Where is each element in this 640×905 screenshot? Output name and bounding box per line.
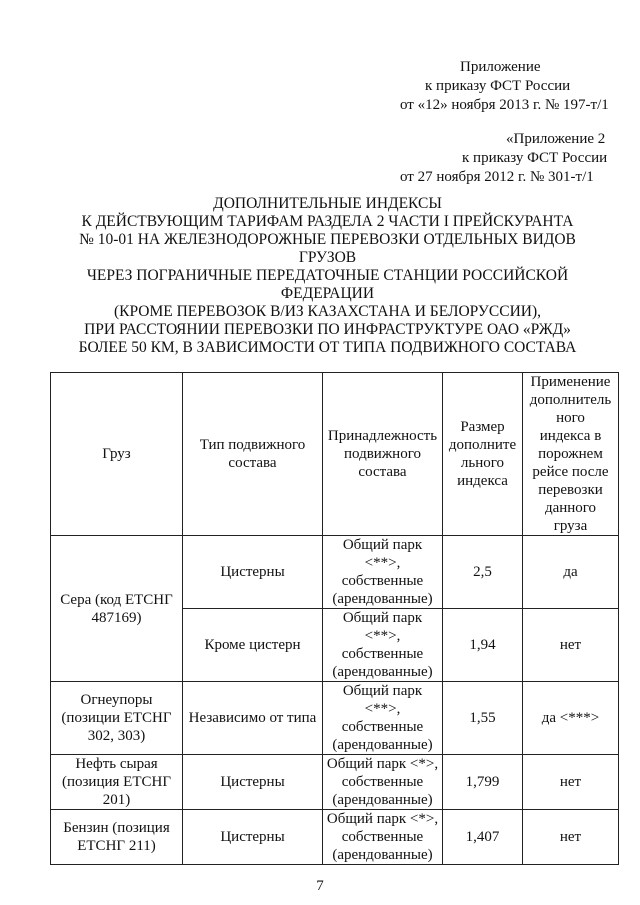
- header-line: данного: [544, 500, 597, 516]
- cell-index: 1,55: [443, 682, 523, 755]
- cell-line: Цистерны: [220, 774, 285, 790]
- header-line: дополните: [448, 437, 517, 453]
- appendix2-header: [400, 130, 620, 187]
- cell-owner: [323, 609, 443, 682]
- header-cell-rolling-stock-type: [183, 373, 323, 536]
- header-line: груза: [553, 518, 588, 534]
- cell-line: Общий парк <*>,: [326, 756, 439, 772]
- table-row: [51, 682, 619, 755]
- cell-cargo: [51, 682, 183, 755]
- table-row: [51, 810, 619, 865]
- cell-type: [183, 810, 323, 865]
- appendix-header: [400, 58, 620, 115]
- cell-line: Общий парк: [342, 537, 423, 553]
- cell-line: Общий парк: [342, 683, 423, 699]
- cell-index: 1,94: [443, 609, 523, 682]
- cell-line: Общий парк <*>,: [326, 811, 439, 827]
- cell-line: собственные: [341, 573, 424, 589]
- cell-line: Огнеупоры: [80, 692, 153, 708]
- cell-line: <**>,: [364, 555, 401, 571]
- header-cell-cargo: [51, 373, 183, 536]
- cell-line: (арендованные): [332, 792, 433, 808]
- document-title: [60, 195, 595, 357]
- cell-empty-run: нет: [523, 755, 619, 810]
- cell-empty-run: нет: [523, 810, 619, 865]
- cell-line: собственные: [341, 774, 424, 790]
- cell-empty-run: да <***>: [523, 682, 619, 755]
- cell-line: Цистерны: [220, 829, 285, 845]
- appendix2-line: «Приложение 2: [506, 131, 606, 147]
- title-line: (КРОМЕ ПЕРЕВОЗОК В/ИЗ КАЗАХСТАНА И БЕЛОРУССИИ),: [113, 303, 541, 320]
- cell-line: (арендованные): [332, 664, 433, 680]
- cell-line: <**>,: [364, 628, 401, 644]
- cell-line: Бензин (позиция: [63, 820, 170, 836]
- cell-line: Общий парк: [342, 610, 423, 626]
- cell-line: 201): [102, 792, 131, 808]
- cell-type: [183, 682, 323, 755]
- cell-type: [183, 536, 323, 609]
- header-line: рейсе после: [532, 464, 609, 480]
- cell-line: собственные: [341, 719, 424, 735]
- table-row: [51, 536, 619, 609]
- header-line: Применение: [530, 374, 611, 390]
- cell-line: 302, 303): [87, 728, 146, 744]
- title-line: ПРИ РАССТОЯНИИ ПЕРЕВОЗКИ ПО ИНФРАСТРУКТУРЕ ОАО «РЖД»: [84, 321, 571, 338]
- title-line: ДОПОЛНИТЕЛЬНЫЕ ИНДЕКСЫ: [213, 195, 442, 212]
- cell-empty-run: да: [523, 536, 619, 609]
- appendix-line: Приложение: [460, 59, 541, 75]
- table-header-row: [51, 373, 619, 536]
- cell-line: Цистерны: [220, 564, 285, 580]
- cell-owner: [323, 810, 443, 865]
- title-line: № 10-01 НА ЖЕЛЕЗНОДОРОЖНЫЕ ПЕРЕВОЗКИ ОТДЕЛЬНЫХ ВИДОВ: [79, 231, 576, 248]
- header-cell-index-size: [443, 373, 523, 536]
- cell-type: [183, 609, 323, 682]
- header-line: Принадлежность: [327, 428, 438, 444]
- header-cell-empty-run-application: [523, 373, 619, 536]
- cell-line: 487169): [91, 609, 142, 626]
- cell-line: Сера (код ЕТСНГ: [60, 591, 173, 608]
- header-line: состава: [358, 464, 407, 480]
- cell-line: собственные: [341, 646, 424, 662]
- table-row: [51, 755, 619, 810]
- cell-cargo: [51, 755, 183, 810]
- cell-empty-run: нет: [523, 609, 619, 682]
- header-line: Груз: [102, 446, 131, 462]
- header-line: состава: [228, 455, 277, 471]
- cell-line: Нефть сырая: [75, 756, 158, 772]
- cell-index: 2,5: [443, 536, 523, 609]
- appendix2-line: от 27 ноября 2012 г. № 301-т/1: [400, 169, 594, 185]
- cell-line: (позиции ЕТСНГ: [61, 710, 172, 726]
- cell-line: ЕТСНГ 211): [77, 838, 156, 854]
- header-line: ного: [556, 410, 585, 426]
- cell-line: <**>,: [364, 701, 401, 717]
- appendix-line: от «12» ноября 2013 г. № 197-т/1: [400, 97, 609, 113]
- cell-cargo: [51, 810, 183, 865]
- header-line: перевозки: [538, 482, 603, 498]
- header-line: дополнитель: [529, 392, 612, 408]
- cell-owner: [323, 682, 443, 755]
- title-line: К ДЕЙСТВУЮЩИМ ТАРИФАМ РАЗДЕЛА 2 ЧАСТИ I ПРЕЙСКУРАНТА: [81, 213, 574, 230]
- cell-line: (позиция ЕТСНГ: [61, 774, 171, 790]
- cell-index: 1,407: [443, 810, 523, 865]
- cell-type: [183, 755, 323, 810]
- cell-owner: [323, 536, 443, 609]
- cell-line: (арендованные): [332, 737, 433, 753]
- header-line: Размер: [460, 419, 505, 435]
- title-line: БОЛЕЕ 50 КМ, В ЗАВИСИМОСТИ ОТ ТИПА ПОДВИЖНОГО СОСТАВА: [78, 339, 577, 356]
- appendix-line: к приказу ФСТ России: [425, 78, 571, 94]
- header-line: Тип подвижного: [199, 437, 306, 453]
- cell-line: (арендованные): [332, 847, 433, 863]
- header-line: порожнем: [538, 446, 603, 462]
- cell-index: 1,799: [443, 755, 523, 810]
- header-line: индекса в: [539, 428, 602, 444]
- tariff-index-table: [50, 372, 619, 865]
- cell-line: (арендованные): [332, 591, 433, 607]
- cell-line: Независимо от типа: [188, 710, 317, 726]
- page-number: 7: [316, 878, 324, 894]
- title-line: ЧЕРЕЗ ПОГРАНИЧНЫЕ ПЕРЕДАТОЧНЫЕ СТАНЦИИ РОССИЙСКОЙ: [86, 267, 569, 284]
- title-line: ГРУЗОВ: [298, 249, 357, 266]
- header-line: льного: [460, 455, 505, 471]
- cell-line: собственные: [341, 829, 424, 845]
- cell-owner: [323, 755, 443, 810]
- appendix2-line: к приказу ФСТ России: [462, 150, 608, 166]
- title-line: ФЕДЕРАЦИИ: [280, 285, 375, 302]
- header-cell-ownership: [323, 373, 443, 536]
- cell-line: Кроме цистерн: [204, 637, 301, 653]
- header-line: подвижного: [343, 446, 421, 462]
- header-line: индекса: [457, 473, 508, 489]
- cell-cargo: [51, 536, 183, 682]
